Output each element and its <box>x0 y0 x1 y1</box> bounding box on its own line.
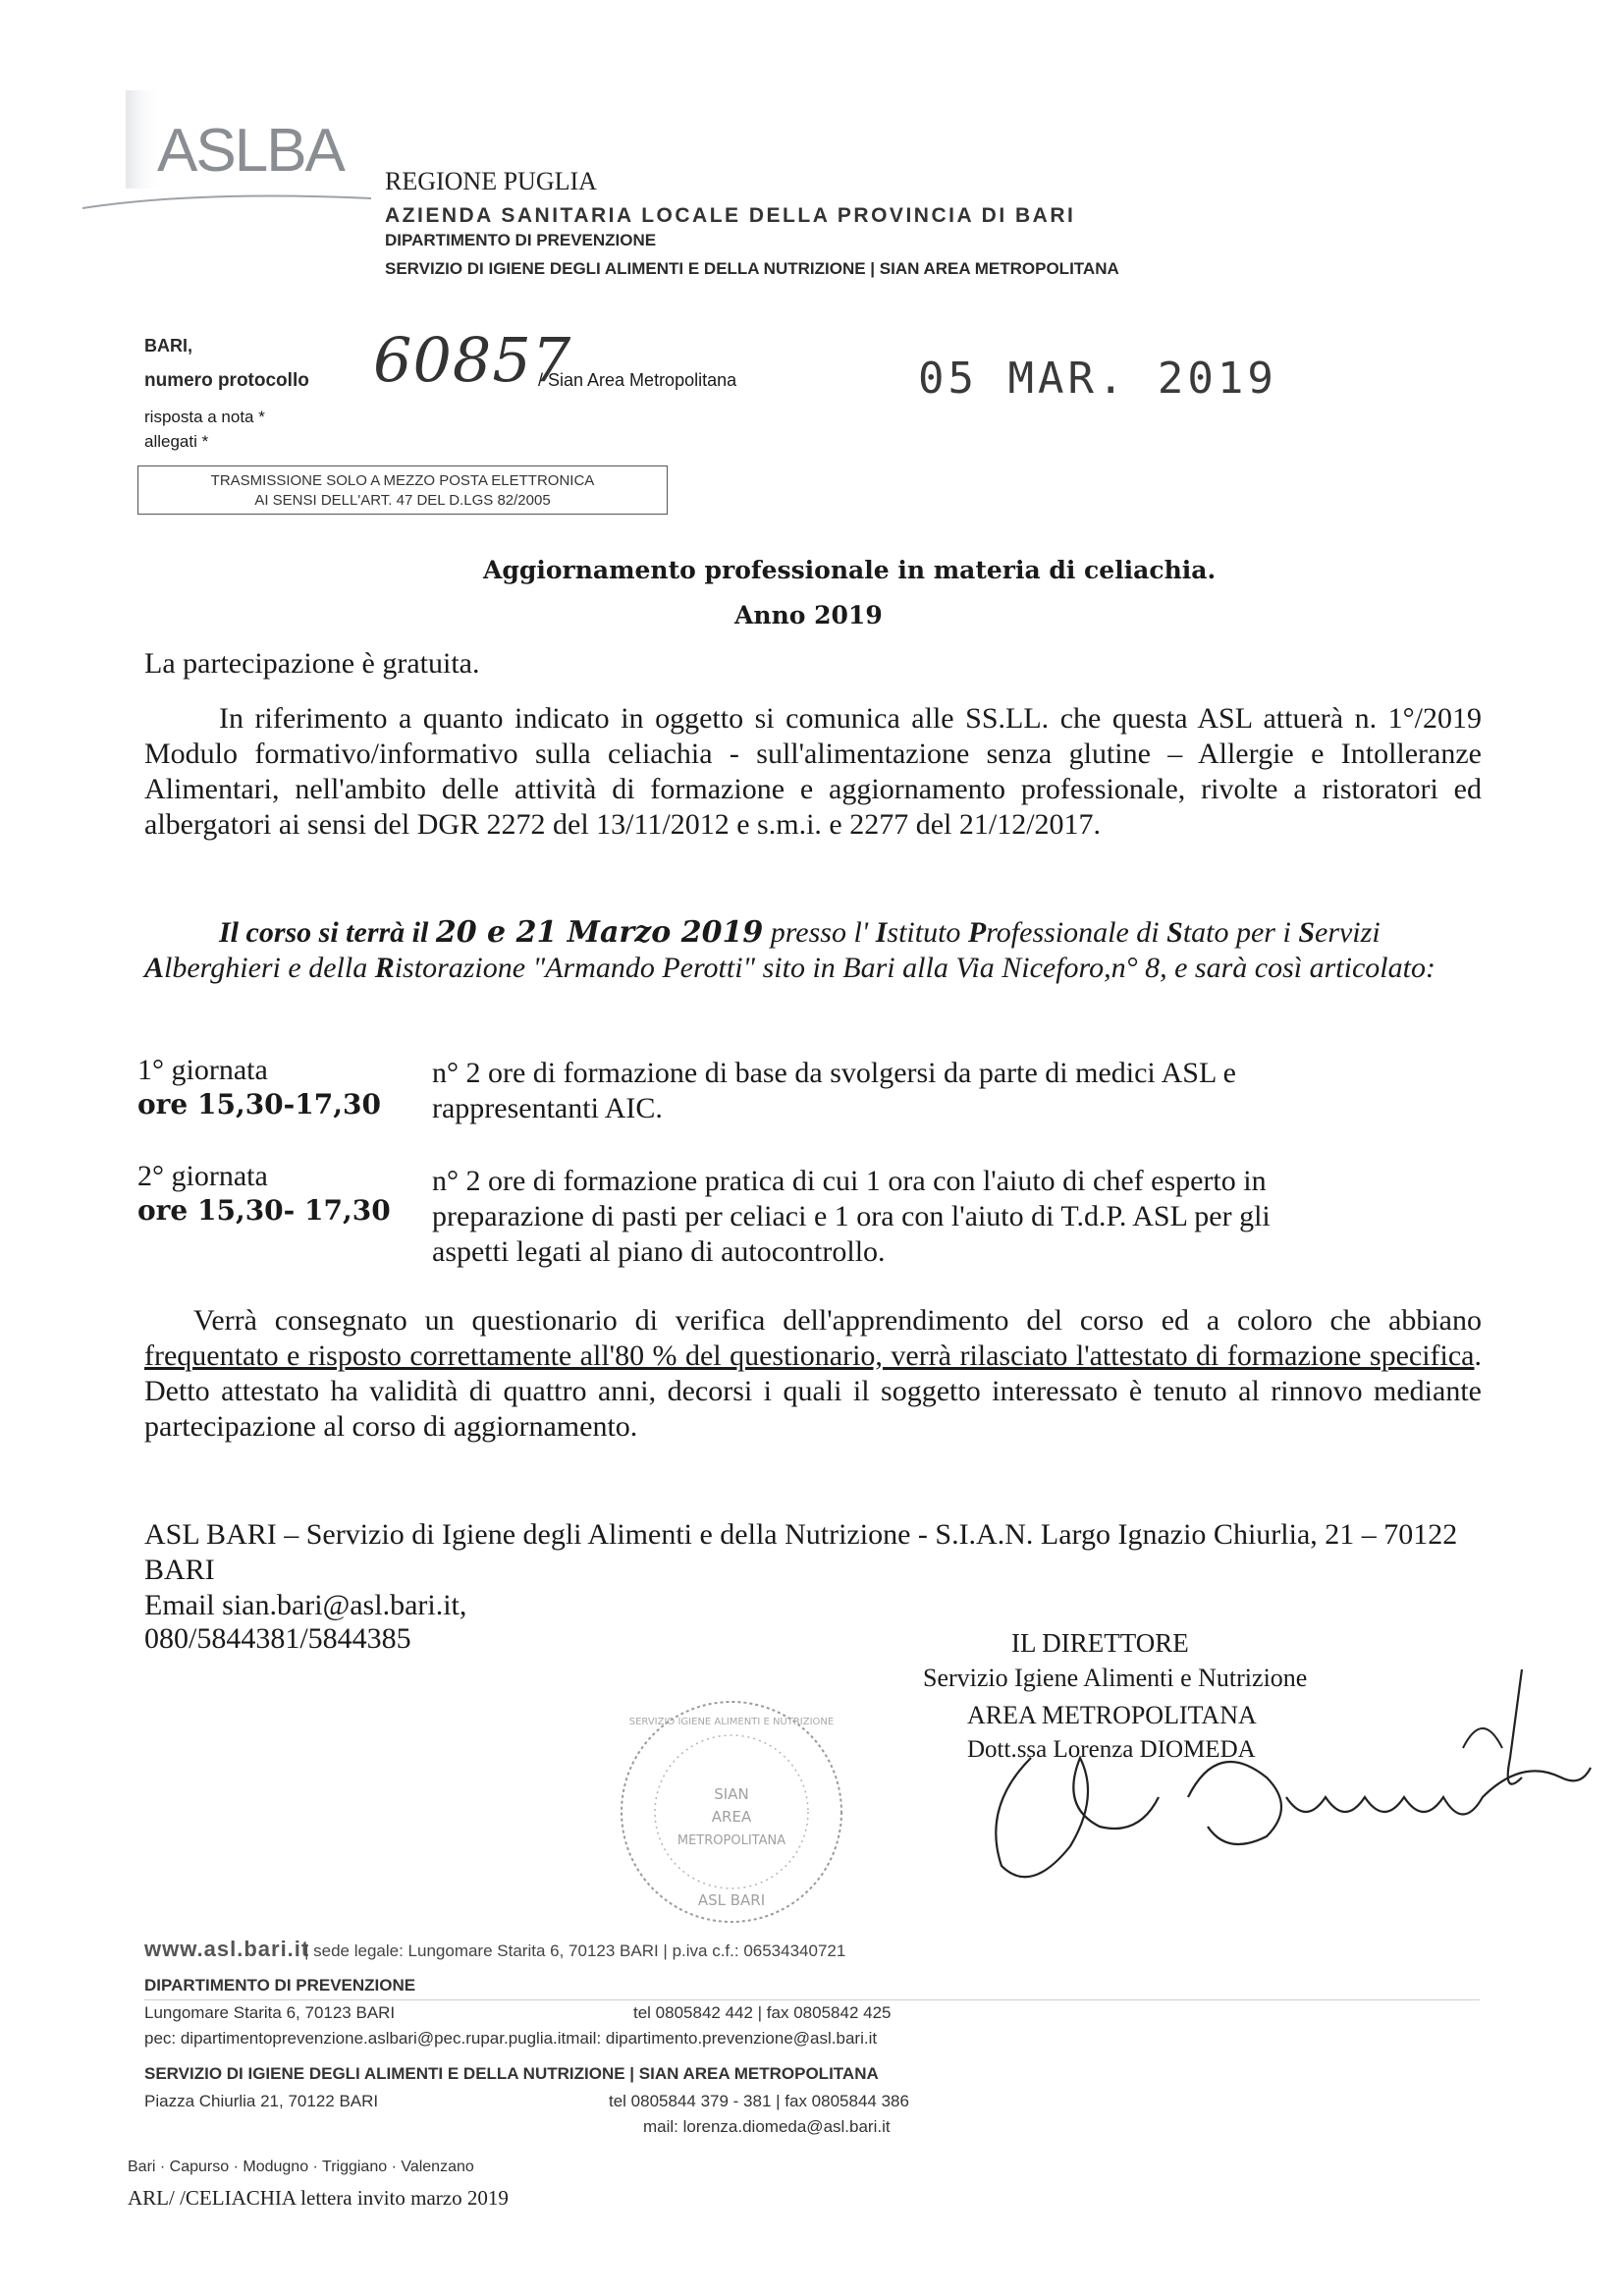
protocol-number-handwritten: 60857 <box>373 324 572 396</box>
stamp-center-2: AREA <box>711 1808 752 1826</box>
day2-description: n° 2 ore di formazione pratica di cui 1 ora con l'aiuto di chef esperto in preparazione di pasti per celiaci e 1 ora con l'aiuto di T.d.P. ASL per gli aspetti legati al piano di autocontrollo. <box>432 1165 1271 1268</box>
course-dates: 20 e 21 Marzo 2019 <box>435 915 764 950</box>
director-area: AREA METROPOLITANA <box>967 1701 1257 1729</box>
paragraph-3 <box>144 1303 1482 1445</box>
logo-text: ASLBA <box>157 117 344 185</box>
paragraph-1: In riferimento a quanto indicato in oggetto si comunica alle SS.LL. che questa ASL attuerà n. 1°/2019 Modulo formativo/informativo sulla celiachia - sull'alimentazione senza glutine – Allergie e Intolleranze Alimentari, nell'ambito delle attività di formazione e aggiornamento professionale, rivolte a ristoratori ed albergatori ai sensi del DGR 2272 del 13/11/2012 e s.m.i. e 2277 del 21/12/2017. <box>144 702 1482 841</box>
footer-dip-title: DIPARTIMENTO DI PREVENZIONE <box>144 1976 416 1995</box>
day2-time: ore 15,30- 17,30 <box>137 1194 391 1227</box>
logo-swoosh <box>81 187 375 221</box>
header-azienda: AZIENDA SANITARIA LOCALE DELLA PROVINCIA DI BARI <box>385 204 1076 227</box>
stamp-ring: SERVIZIO IGIENE ALIMENTI E NUTRIZIONE <box>628 1717 835 1727</box>
p2-initial: I <box>875 916 888 949</box>
date-stamp: 05 MAR. 2019 <box>918 354 1277 404</box>
protocol-label: numero protocollo <box>144 370 309 391</box>
footer-dip-pec: pec: dipartimentoprevenzione.aslbari@pec.rupar.puglia.itmail: dipartimento.prevenzione@asl.bari.it <box>144 2029 878 2048</box>
stamp-center-3: METROPOLITANA <box>677 1833 786 1848</box>
director-service: Servizio Igiene Alimenti e Nutrizione <box>923 1664 1308 1692</box>
footer-dip-address: Lungomare Starita 6, 70123 BARI <box>144 2003 396 2022</box>
transmission-line-2: AI SENSI DELL'ART. 47 DEL D.LGS 82/2005 <box>254 492 551 509</box>
p2-text: istorazione "Armando Perotti" sito in Bari alla Via Niceforo,n° 8, e sarà così articolato: <box>394 952 1435 984</box>
footer-divider <box>144 1999 1480 2000</box>
footer-sian-title: SERVIZIO DI IGIENE DEGLI ALIMENTI E DELLA NUTRIZIONE | SIAN AREA METROPOLITANA <box>144 2064 879 2083</box>
director-title: IL DIRETTORE <box>1011 1628 1189 1658</box>
p2-initial: S <box>1298 916 1315 949</box>
course-lead: Il corso si terrà il <box>219 916 429 949</box>
p2-initial: S <box>1166 916 1183 949</box>
subject-line-1: Aggiornamento professionale in materia di celiachia. <box>483 556 1217 584</box>
transmission-box <box>137 465 668 515</box>
header-servizio: SERVIZIO DI IGIENE DEGLI ALIMENTI E DELLA NUTRIZIONE | SIAN AREA METROPOLITANA <box>385 259 1119 278</box>
p2-initial: P <box>967 916 987 949</box>
p2-initial: R <box>374 952 395 984</box>
stamp-center-1: SIAN <box>714 1785 749 1803</box>
transmission-line-1: TRASMISSIONE SOLO A MEZZO POSTA ELETTRONICA <box>210 472 595 489</box>
p3-text: Verrà consegnato un questionario di verifica dell'apprendimento del corso ed a coloro che abbiano <box>193 1304 1482 1337</box>
footer-cities: Bari · Capurso · Modugno · Triggiano · Valenzano <box>128 2159 474 2175</box>
footer-website: www.asl.bari.it <box>144 1937 310 1961</box>
contact-phone: 080/5844381/5844385 <box>144 1622 411 1655</box>
paragraph-2 <box>144 915 1482 986</box>
p2-text: lberghieri e della <box>164 952 368 984</box>
p3-text: . Detto attestato ha validità di quattro anni, decorsi i quali il soggetto interessato è tenuto al rinnovo mediante partecipazione al corso di aggiornamento. <box>144 1339 1482 1443</box>
city-label: BARI, <box>144 336 192 355</box>
p2-initial: A <box>144 952 165 984</box>
contact-email: Email sian.bari@asl.bari.it, <box>144 1589 467 1621</box>
subject-line-2: Anno 2019 <box>734 601 883 629</box>
footer-sian-tel: tel 0805844 379 - 381 | fax 0805844 386 <box>609 2092 909 2110</box>
p3-underlined: frequentato e risposto correttamente all'80 % del questionario, verrà rilasciato l'attestato di formazione specifica <box>144 1339 1475 1372</box>
header-dipartimento: DIPARTIMENTO DI PREVENZIONE <box>385 231 657 249</box>
contact-address: ASL BARI – Servizio di Igiene degli Alimenti e della Nutrizione - S.I.A.N. Largo Ignazio Chiurlia, 21 – 70122 BARI <box>144 1518 1458 1586</box>
intro-text: La partecipazione è gratuita. <box>144 647 480 680</box>
day1-label: 1° giornata <box>137 1054 268 1086</box>
p2-text: stituto <box>887 916 961 949</box>
footer-dip-tel: tel 0805842 442 | fax 0805842 425 <box>633 2003 892 2022</box>
official-stamp <box>609 1689 854 1940</box>
handwritten-signature <box>972 1650 1600 1910</box>
p2-text: tato per i <box>1182 916 1291 949</box>
day2-label: 2° giornata <box>137 1160 268 1192</box>
footer-sian-mail: mail: lorenza.diomeda@asl.bari.it <box>643 2117 891 2136</box>
risposta-label: risposta a nota * <box>144 408 265 426</box>
p2-text: presso l' <box>770 916 869 949</box>
contact-block <box>144 1517 1482 1623</box>
p2-text: rofessionale di <box>986 916 1160 949</box>
p2-text: ervizi <box>1315 916 1380 949</box>
footer-reference: ARL/ /CELIACHIA lettera invito marzo 2019 <box>128 2186 509 2210</box>
footer-sian-address: Piazza Chiurlia 21, 70122 BARI <box>144 2092 379 2110</box>
day1-time: ore 15,30-17,30 <box>137 1088 381 1121</box>
header-region: REGIONE PUGLIA <box>385 167 597 195</box>
stamp-bottom: ASL BARI <box>697 1891 766 1909</box>
day1-description: n° 2 ore di formazione di base da svolgersi da parte di medici ASL e rappresentanti AIC. <box>432 1057 1236 1124</box>
allegati-label: allegati * <box>144 432 209 451</box>
footer-sede: | sede legale: Lungomare Starita 6, 70123 BARI | p.iva c.f.: 06534340721 <box>304 1941 846 1960</box>
director-name: Dott.ssa Lorenza DIOMEDA <box>967 1736 1256 1763</box>
protocol-suffix: / Sian Area Metropolitana <box>538 370 737 390</box>
